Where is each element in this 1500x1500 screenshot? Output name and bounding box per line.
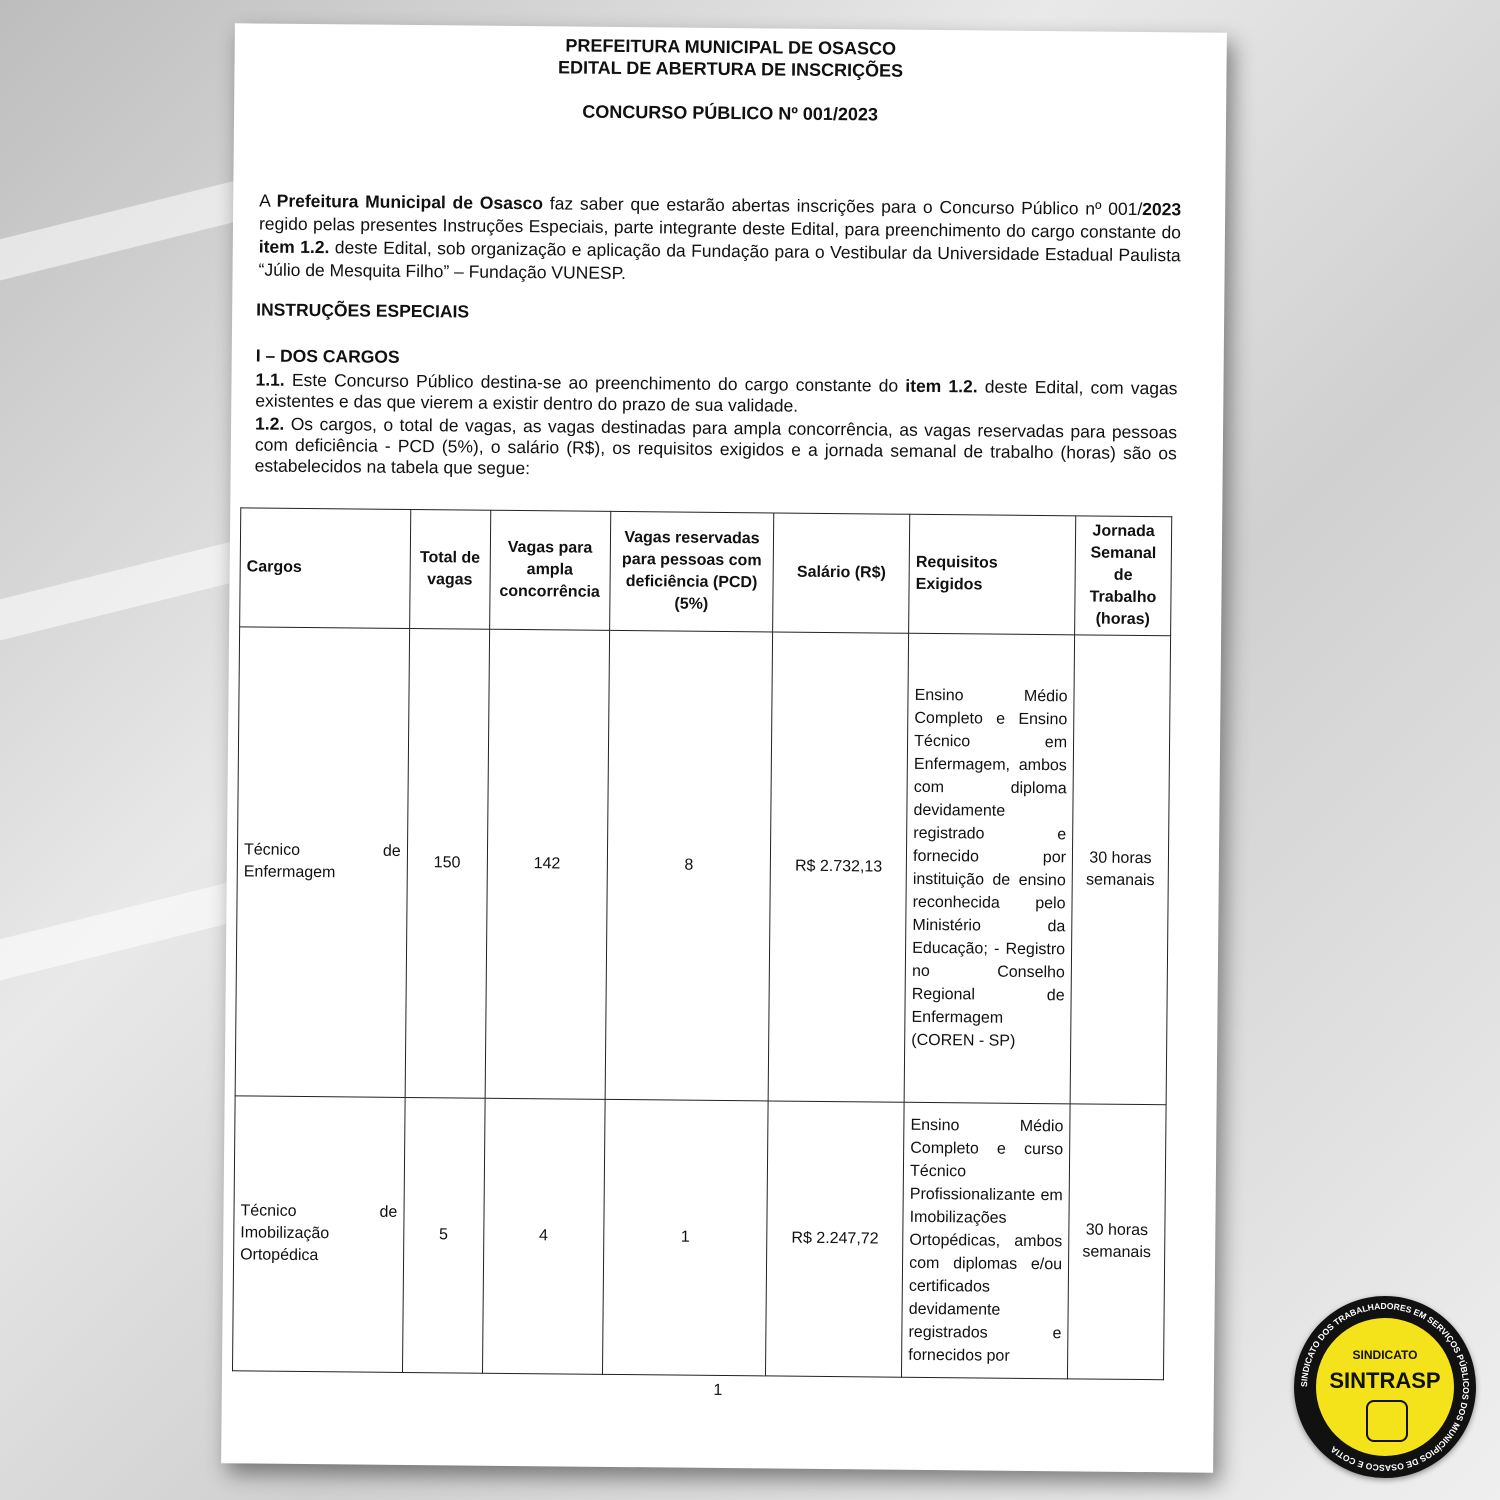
cell-ampla: 142 [485,629,609,1099]
header-line-3: CONCURSO PÚBLICO Nº 001/2023 [582,101,879,125]
vagas-table [232,507,1172,1380]
cell-cargo: Técnico de Enfermagem [235,627,409,1098]
header-line-2: EDITAL DE ABERTURA DE INSCRIÇÕES [557,57,904,81]
seal-center [1316,1318,1454,1456]
cell-total: 5 [402,1097,485,1373]
seal-top-text: SINDICATO [1352,1348,1418,1362]
header-jornada: Jornada Semanal de Trabalho (horas) [1075,516,1172,636]
document-page [221,23,1227,1472]
seal-ring-text: SINDICATO DOS TRABALHADORES EM SERVIÇOS PÚBLICOS DOS MUNICÍPIOS DE OSASCO E COTIA [1298,1300,1472,1474]
section-instrucoes: INSTRUÇÕES ESPECIAIS [256,299,470,322]
table-header-row [240,508,1172,636]
header-total: Total de vagas [409,509,490,629]
cell-jornada: 30 horas semanais [1070,635,1170,1105]
cell-salario: R$ 2.732,13 [768,632,908,1102]
table-row [232,1096,1166,1380]
cell-salario: R$ 2.247,72 [766,1101,904,1377]
seal-main-text: SINTRASP [1329,1368,1441,1393]
header-line-1: PREFEITURA MUNICIPAL DE OSASCO [565,35,897,59]
cell-total: 150 [405,628,489,1098]
item-1-1: 1.1. Este Concurso Público destina-se ao preenchimento do cargo constante do item 1.2. deste Edital, com vagas existentes e das que vierem a existir dentro do prazo de sua validade. [255,369,1178,416]
header-cargos: Cargos [240,508,411,629]
sintrasp-seal [1294,1296,1476,1478]
header-pcd: Vagas reservadas para pessoas com deficiência (PCD) (5%) [609,511,774,632]
cell-requisitos: Ensino Médio Completo e curso Técnico Profissionalizante em Imobilizações Ortopédicas, ambos com diplomas e/ou certificados devidamente registrados e fornecidos por [902,1102,1071,1379]
cell-cargo: Técnico de Imobilização Ortopédica [232,1096,404,1373]
page-number: 1 [713,1381,723,1400]
table-row [235,627,1170,1105]
section-cargos: I – DOS CARGOS [255,345,400,367]
cell-ampla: 4 [482,1098,605,1374]
header-requisitos: Requisitos Exigidos [909,514,1076,635]
cell-jornada: 30 horas semanais [1067,1104,1166,1380]
item-1-2: 1.2. Os cargos, o total de vagas, as vagas destinadas para ampla concorrência, as vagas reservadas para pessoas com deficiência - PCD (5%), o salário (R$), os requisitos exigidos e a jornada semanal de trabalho (horas) são os estabelecidos na tabela que segue: [254,413,1178,479]
fist-icon [1366,1400,1408,1442]
cell-pcd: 8 [605,630,773,1101]
header-ampla: Vagas para ampla concorrência [489,510,610,630]
cell-pcd: 1 [602,1099,768,1376]
header-salario: Salário (R$) [773,513,910,633]
intro-paragraph: A Prefeitura Municipal de Osasco faz saber que estarão abertas inscrições para o Concurso Público nº 001/2023 regido pelas presentes Instruções Especiais, parte integrante deste Edital, para preenchimento do cargo constante do item 1.2. deste Edital, sob organização e aplicação da Fundação para o Vestibular da Universidade Estadual Paulista “Júlio de Mesquita Filho” – Fundação VUNESP. [258,190,1182,284]
cell-requisitos: Ensino Médio Completo e Ensino Técnico em Enfermagem, ambos com diploma devidamente registrado e fornecido por instituição de ensino reconhecida pelo Ministério da Educação; - Registro no Conselho Regional de Enfermagem (COREN - SP) [904,633,1074,1104]
